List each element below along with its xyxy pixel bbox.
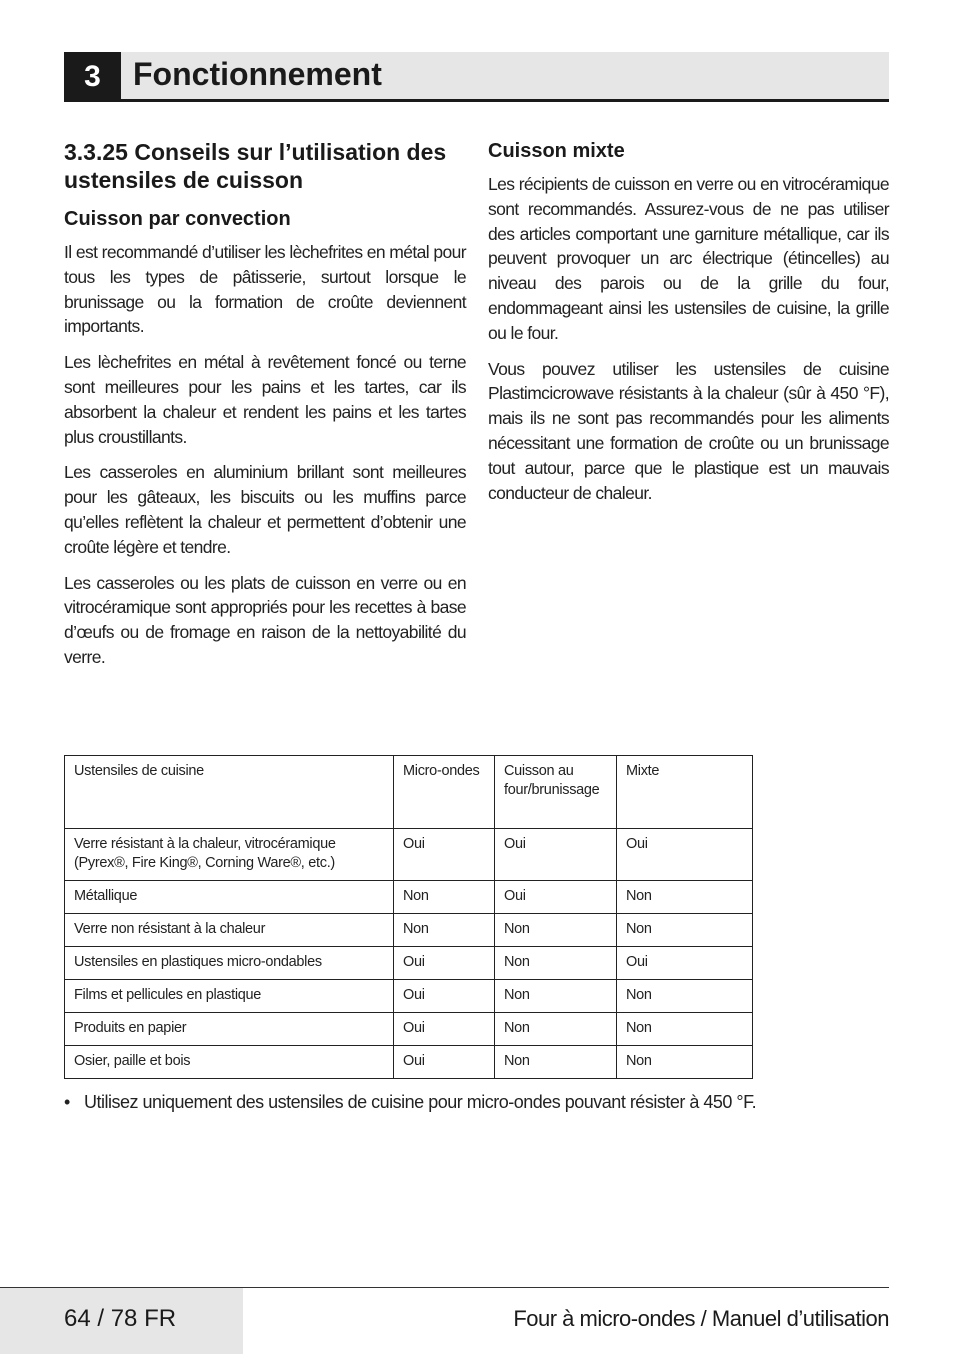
page-number: 64 / 78 FR (64, 1305, 177, 1332)
table-cell: Non (495, 980, 617, 1013)
chapter-header (64, 52, 889, 102)
table-cell: Oui (394, 980, 495, 1013)
table-cell: Non (394, 881, 495, 914)
cookware-table (64, 755, 753, 1079)
table-row (65, 947, 753, 980)
table-cell: Métallique (65, 881, 394, 914)
table-cell: Osier, paille et bois (65, 1046, 394, 1079)
table-cell: Non (617, 980, 753, 1013)
table-cell: Oui (617, 947, 753, 980)
manual-title: Four à micro-ondes / Manuel d’utilisation (513, 1306, 889, 1331)
subtitle-convection: Cuisson par convection (64, 208, 291, 230)
right-column (488, 138, 889, 516)
paragraph: Il est recommandé d’utiliser les lèchefrites en métal pour tous les types de pâtisserie, surtout lorsque le brunissage ou la formation de croûte deviennent importants. (64, 242, 466, 337)
table-cell: Verre non résistant à la chaleur (65, 914, 394, 947)
table-cell: Oui (394, 1013, 495, 1046)
section-title: 3.3.25 Conseils sur l’utilisation des ustensiles de cuisson (64, 139, 447, 193)
table-header-cell: Cuisson au four/brunissage (495, 756, 617, 829)
left-column (64, 138, 466, 681)
table-cell: Oui (617, 829, 753, 881)
table-cell: Non (617, 1013, 753, 1046)
table-cell: Ustensiles en plastiques micro-ondables (65, 947, 394, 980)
paragraph: Les récipients de cuisson en verre ou en vitrocéramique sont recommandés. Assurez-vous de ne pas utiliser des articles comportant une garniture métallique, car ils peuvent provoquer un arc électrique (étincelles) au niveau des parois ou de la grille du four, endommageant ainsi les ustensiles de cuisine, la grille ou le four. (488, 174, 889, 343)
table-row (65, 1046, 753, 1079)
table-cell: Oui (495, 829, 617, 881)
paragraph: Les casseroles en aluminium brillant sont meilleures pour les gâteaux, les biscuits ou les muffins parce qu’elles reflètent la chaleur et permettent d’obtenir une croûte légère et tendre. (64, 462, 466, 557)
table-cell: Verre résistant à la chaleur, vitrocéramique (Pyrex®, Fire King®, Corning Ware®, etc.) (65, 829, 394, 881)
table-cell: Non (617, 881, 753, 914)
table-row (65, 914, 753, 947)
table-cell: Oui (495, 881, 617, 914)
chapter-number: 3 (64, 52, 121, 102)
table-header-row (65, 756, 753, 829)
table-row (65, 829, 753, 881)
table-cell: Oui (394, 947, 495, 980)
table-cell: Non (394, 914, 495, 947)
table-cell: Oui (394, 1046, 495, 1079)
table-row (65, 881, 753, 914)
note-text: Utilisez uniquement des ustensiles de cuisine pour micro-ondes pouvant résister à 450 °F. (84, 1092, 757, 1112)
subtitle-mixte: Cuisson mixte (488, 140, 625, 162)
paragraph: Les casseroles ou les plats de cuisson en verre ou en vitrocéramique sont appropriés pour les recettes à base d’œufs ou de fromage en raison de la nettoyabilité du verre. (64, 572, 466, 667)
table-cell: Non (617, 914, 753, 947)
table-cell: Non (495, 1013, 617, 1046)
table-row (65, 980, 753, 1013)
table-row (65, 1013, 753, 1046)
table-cell: Produits en papier (65, 1013, 394, 1046)
table-cell: Non (495, 947, 617, 980)
table-cell: Oui (394, 829, 495, 881)
table-cell: Non (617, 1046, 753, 1079)
table-header-cell: Ustensiles de cuisine (65, 756, 394, 829)
table-cell: Non (495, 914, 617, 947)
table-cell: Non (495, 1046, 617, 1079)
note-bullet (64, 1092, 756, 1113)
table-header-cell: Mixte (617, 756, 753, 829)
table-cell: Films et pellicules en plastique (65, 980, 394, 1013)
table-header-cell: Micro-ondes (394, 756, 495, 829)
chapter-title: Fonctionnement (133, 56, 382, 92)
paragraph: Les lèchefrites en métal à revêtement foncé ou terne sont meilleures pour les pains et les tartes, car ils absorbent la chaleur et rendent les pains et les tartes plus croustillants. (64, 352, 466, 447)
paragraph: Vous pouvez utiliser les ustensiles de cuisine Plastimcicrowave résistants à la chaleur (sûr à 450 °F), mais ils ne sont pas recommandés pour les aliments nécessitant une formation de croûte ou un brunissage tout autour, parce que le plastique est un mauvais conducteur de chaleur. (488, 358, 889, 503)
bullet-dot-icon: • (64, 1092, 70, 1112)
